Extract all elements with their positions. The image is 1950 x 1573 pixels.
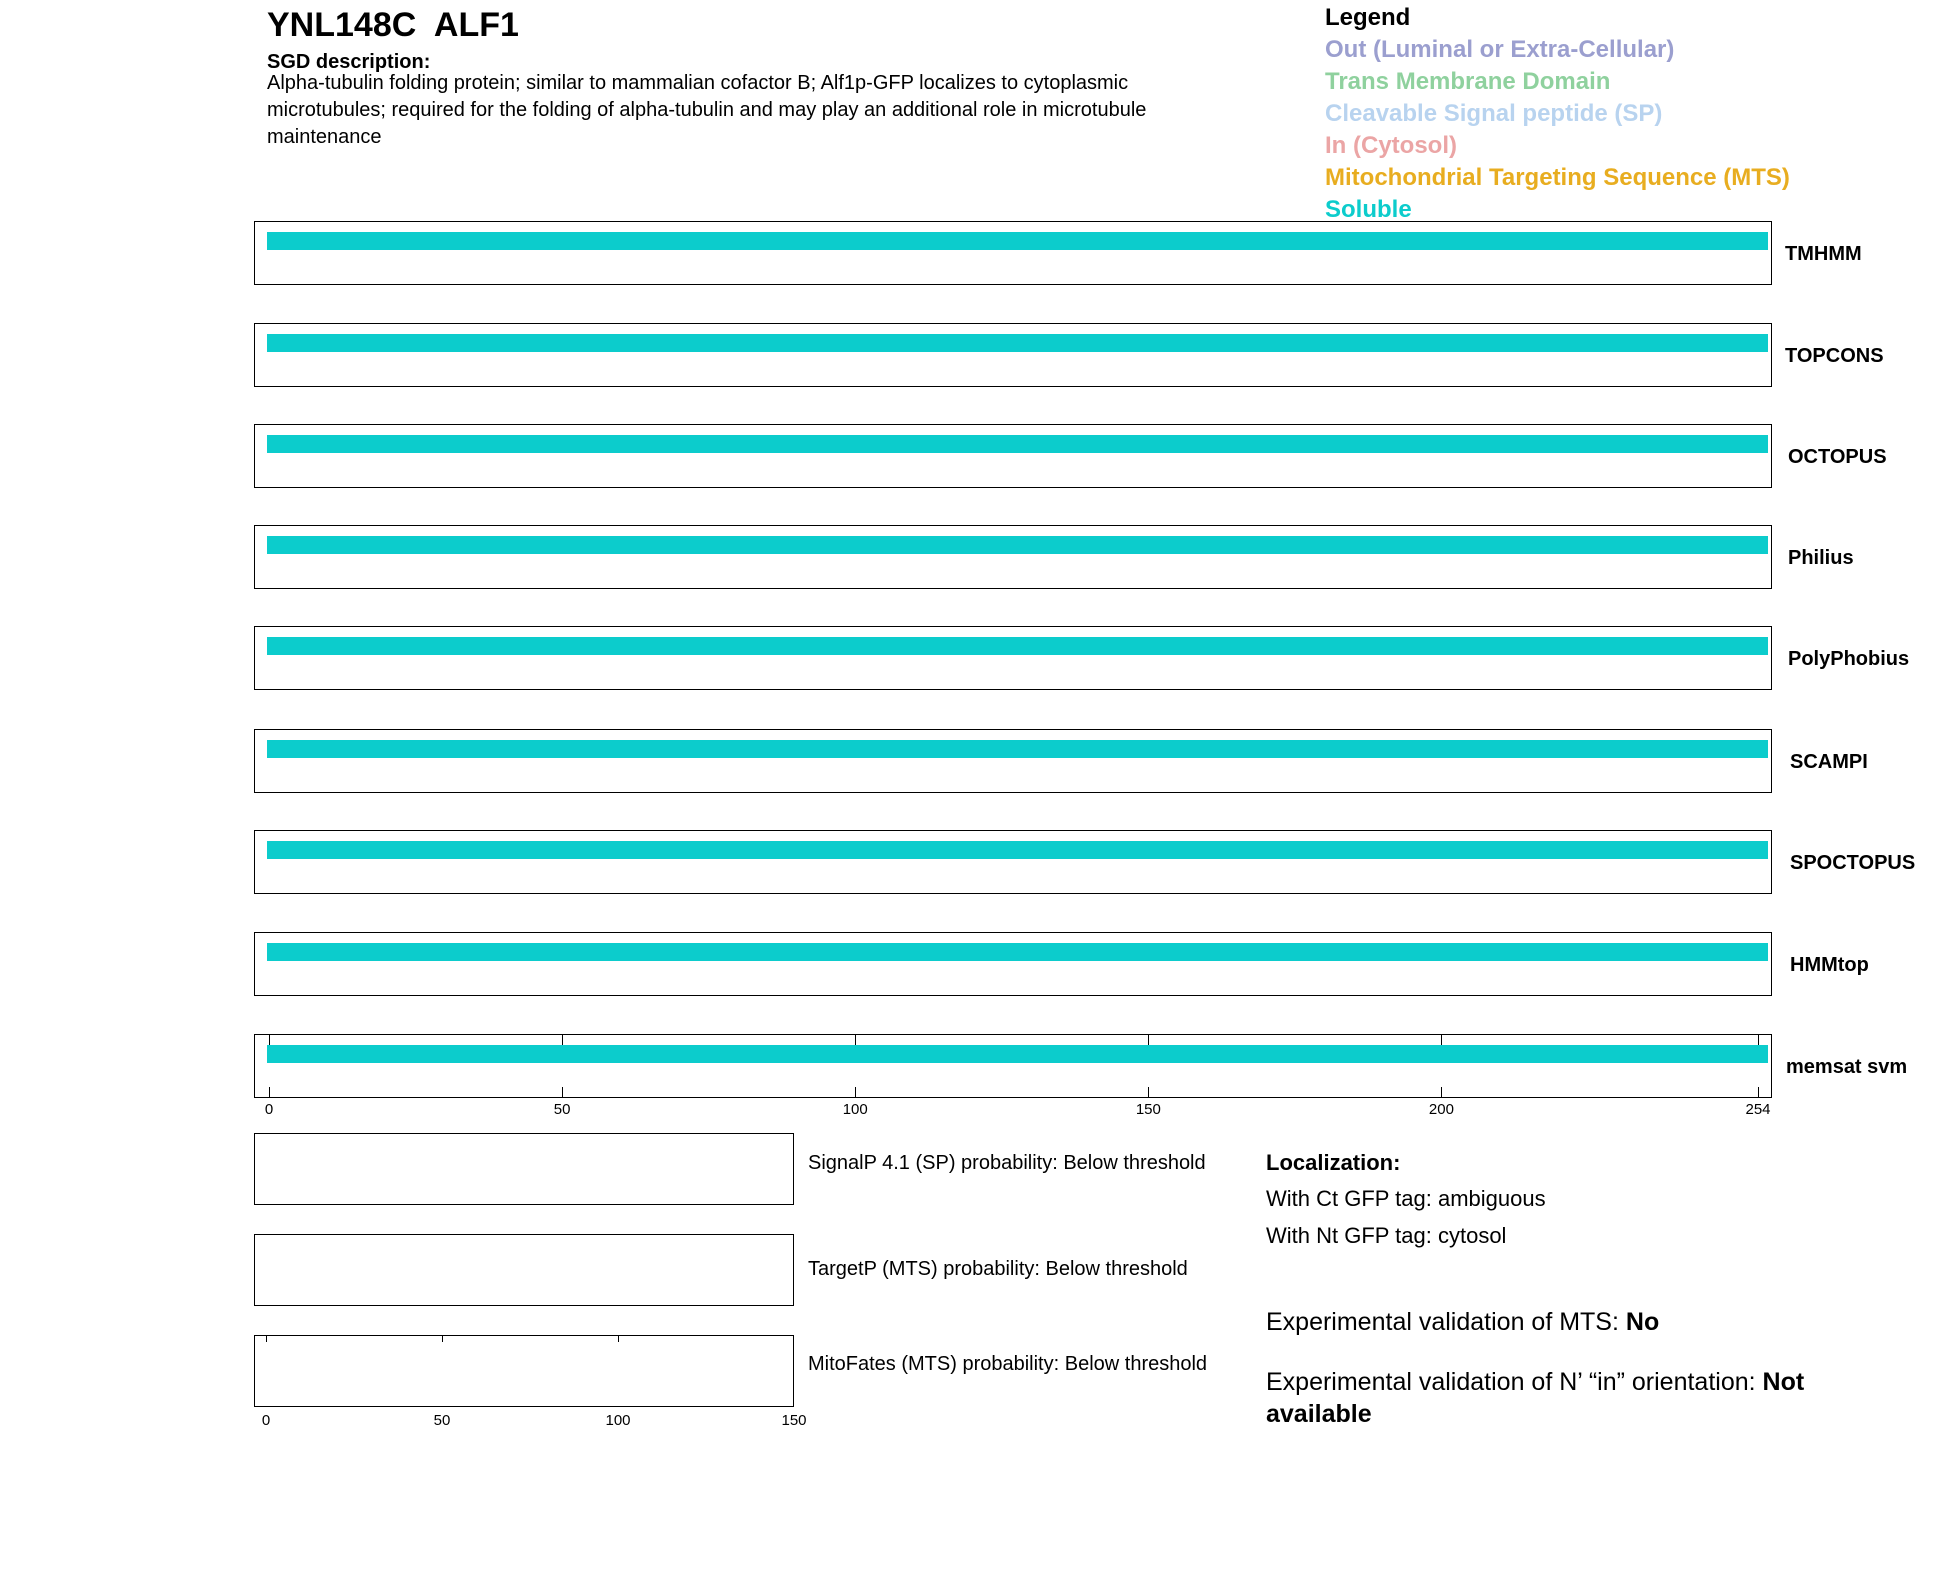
x-tick-label: 50: [553, 1101, 571, 1118]
x-tick: [1148, 1087, 1149, 1098]
track-box: [254, 323, 1772, 387]
x-tick-label: 50: [433, 1412, 451, 1429]
legend-item: Soluble: [1325, 196, 1412, 223]
method-label: Philius: [1788, 547, 1854, 569]
x-tick: [442, 1335, 443, 1342]
probability-box: [254, 1133, 794, 1205]
mts-validation-label: Experimental validation of MTS:: [1266, 1308, 1626, 1336]
localization-nt: With Nt GFP tag: cytosol: [1266, 1223, 1507, 1248]
x-tick: [266, 1335, 267, 1342]
x-tick-label: 100: [605, 1412, 631, 1429]
method-label: PolyPhobius: [1788, 648, 1910, 670]
x-tick: [1758, 1087, 1759, 1098]
legend-title: Legend: [1325, 4, 1411, 31]
method-label: SPOCTOPUS: [1790, 852, 1916, 874]
legend-item: Cleavable Signal peptide (SP): [1325, 100, 1663, 127]
orientation-validation-label: Experimental validation of N’ “in” orientation:: [1266, 1368, 1763, 1396]
track-bar-soluble: [267, 536, 1768, 554]
x-tick: [1758, 1034, 1759, 1045]
x-tick: [1148, 1034, 1149, 1045]
sgd-description-label: SGD description:: [267, 51, 431, 73]
x-tick-label: 254: [1745, 1101, 1771, 1118]
track-bar-soluble: [267, 435, 1768, 453]
track-box: [254, 525, 1772, 589]
x-tick: [269, 1034, 270, 1045]
x-tick-label: 0: [261, 1412, 271, 1429]
method-label: OCTOPUS: [1788, 446, 1887, 468]
method-label: TOPCONS: [1785, 345, 1884, 367]
method-label: TMHMM: [1785, 243, 1862, 265]
x-tick: [562, 1087, 563, 1098]
probability-label: TargetP (MTS) probability: Below threshold: [808, 1258, 1188, 1280]
probability-label: MitoFates (MTS) probability: Below threshold: [808, 1353, 1208, 1375]
track-box: [254, 424, 1772, 488]
orientation-validation-value: Not available: [1266, 1368, 1805, 1428]
x-tick: [855, 1087, 856, 1098]
method-label: HMMtop: [1790, 954, 1869, 976]
x-tick-label: 150: [1135, 1101, 1161, 1118]
method-label: SCAMPI: [1790, 751, 1868, 773]
track-box: [254, 626, 1772, 690]
track-bar-soluble: [267, 637, 1768, 655]
track-box: [254, 1034, 1772, 1098]
legend-item: Mitochondrial Targeting Sequence (MTS): [1325, 164, 1790, 191]
x-tick: [1441, 1087, 1442, 1098]
x-tick: [269, 1087, 270, 1098]
mts-validation-value: No: [1625, 1308, 1660, 1336]
probability-box: [254, 1335, 794, 1407]
x-tick: [562, 1034, 563, 1045]
probability-label: SignalP 4.1 (SP) probability: Below threshold: [808, 1152, 1206, 1174]
track-bar-soluble: [267, 232, 1768, 250]
x-tick-label: 100: [842, 1101, 868, 1118]
x-tick-label: 200: [1428, 1101, 1454, 1118]
track-box: [254, 729, 1772, 793]
track-bar-soluble: [267, 943, 1768, 961]
method-label: memsat svm: [1786, 1056, 1908, 1078]
x-tick-label: 150: [781, 1412, 807, 1429]
x-tick: [1441, 1034, 1442, 1045]
probability-box: [254, 1234, 794, 1306]
orientation-validation: [1266, 1366, 1866, 1430]
localization-ct: With Ct GFP tag: ambiguous: [1266, 1186, 1546, 1211]
localization-title: Localization:: [1266, 1150, 1401, 1175]
legend-item: Trans Membrane Domain: [1325, 68, 1611, 95]
gene-title: YNL148C ALF1: [267, 6, 519, 44]
sgd-description-text: Alpha-tubulin folding protein; similar to mammalian cofactor B; Alf1p-GFP localizes to cytoplasmic microtubules; required for the folding of alpha-tubulin and may play an additional role in microtubule maintenance: [267, 72, 1147, 148]
track-box: [254, 932, 1772, 996]
track-bar-soluble: [267, 1045, 1768, 1063]
track-box: [254, 830, 1772, 894]
x-tick: [855, 1034, 856, 1045]
track-bar-soluble: [267, 841, 1768, 859]
legend-item: In (Cytosol): [1325, 132, 1457, 159]
track-bar-soluble: [267, 334, 1768, 352]
track-bar-soluble: [267, 740, 1768, 758]
track-box: [254, 221, 1772, 285]
legend-item: Out (Luminal or Extra-Cellular): [1325, 36, 1675, 63]
x-tick-label: 0: [264, 1101, 274, 1118]
x-tick: [618, 1335, 619, 1342]
mts-validation: [1266, 1306, 1866, 1338]
